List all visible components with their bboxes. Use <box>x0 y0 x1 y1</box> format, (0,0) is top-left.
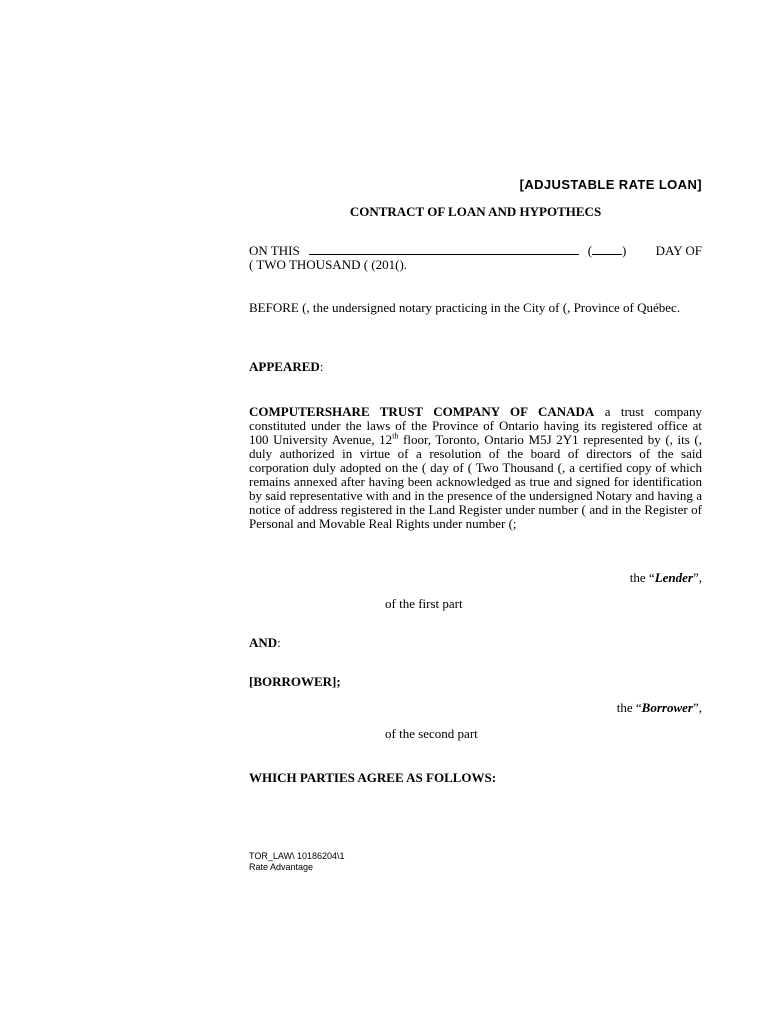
footer-doc-id: TOR_LAW\ 10186204\1 <box>249 851 345 861</box>
loan-type-tag: [ADJUSTABLE RATE LOAN] <box>519 177 702 192</box>
borrower-defined-term <box>249 701 702 715</box>
document-title: CONTRACT OF LOAN AND HYPOTHECS <box>349 204 602 219</box>
lender-sup: th <box>392 431 399 441</box>
lender-defined-term <box>249 571 702 585</box>
borrower-name: [BORROWER]; <box>249 674 341 689</box>
date-clause <box>249 243 702 272</box>
before-clause: BEFORE (, the undersigned notary practicing in the City of (, Province of Québec. <box>249 300 681 315</box>
on-this-label: ON THIS <box>249 243 300 258</box>
lender-paragraph <box>249 405 702 531</box>
and-heading <box>249 636 702 650</box>
and-colon: : <box>277 635 281 650</box>
lender-quote-close: ”, <box>692 570 702 585</box>
document-footer <box>249 851 345 873</box>
appeared-colon: : <box>319 359 324 374</box>
appeared-heading <box>249 360 702 374</box>
lender-term: Lender <box>654 570 693 585</box>
second-part-label: of the second part <box>385 726 478 741</box>
day-of-label: DAY OF <box>655 243 702 258</box>
day-blank <box>592 243 622 255</box>
and-label: AND <box>249 635 278 650</box>
first-part-label: of the first part <box>385 596 463 611</box>
date-line-1 <box>249 243 702 258</box>
agreement-heading: WHICH PARTIES AGREE AS FOLLOWS: <box>249 770 497 785</box>
date-blank <box>309 243 579 255</box>
appeared-label: APPEARED <box>249 359 320 374</box>
lender-name: COMPUTERSHARE TRUST COMPANY OF CANADA <box>249 404 595 419</box>
lender-text-b: floor, Toronto, Ontario M5J 2Y1 represented by (, its (, duly authorized in virtue of a resolution of the board of directors of the said corporation duly adopted on the ( day of ( Two Thousand (, a certified copy of which remains annexed after having been acknowledged as true and signed for identification by said representative with and in the presence of the undersigned Notary and having a notice of address registered in the Land Register under number ( and in the Register of Personal and Movable Real Rights under number (; <box>249 432 702 531</box>
paren-open: ( <box>587 243 593 258</box>
borrower-quote-close: ”, <box>692 700 702 715</box>
borrower-quote-open: the “ <box>616 700 642 715</box>
lender-quote-open: the “ <box>629 570 655 585</box>
borrower-term: Borrower <box>641 700 693 715</box>
lender-text-a: a trust company constituted under the laws of the Province of Ontario having its registered office at 100 University Avenue, 12 <box>249 404 702 447</box>
paren-close: ) <box>622 243 627 258</box>
footer-product: Rate Advantage <box>249 862 314 872</box>
date-line-2: ( TWO THOUSAND ( (201(). <box>249 257 408 272</box>
